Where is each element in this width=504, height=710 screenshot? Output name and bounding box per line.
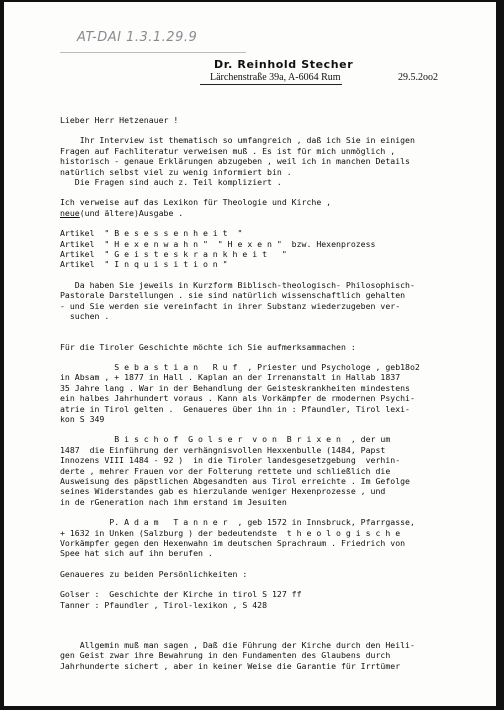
para9-line: Jahrhunderte sichert , aber in keiner Weise die Garantie für Irrtümer: [60, 660, 401, 671]
article-line: Artikel " B e s e s s e n h e i t ": [60, 228, 243, 239]
para1-line: Ihr Interview ist thematisch so umfangreich , daß ich Sie in einigen: [60, 135, 415, 146]
para7-line: P. A d a m T a n n e r , geb 1572 in Innsbruck, Pfarrgasse,: [60, 517, 415, 528]
para4-line: Für die Tiroler Geschichte möchte ich Sie aufmerksammachen :: [60, 341, 356, 352]
para5-line: ein halbes Jahrhundert voraus . Kann als Vorkämpfer de rmodernen Psychi-: [60, 393, 415, 404]
sender-name: Dr. Reinhold Stecher: [214, 58, 354, 71]
article-line: Artikel " I n q u i s i t i o n ": [60, 259, 228, 270]
greeting: Lieber Herr Hetzenauer !: [60, 115, 179, 125]
handwritten-underline: [60, 52, 246, 53]
para6-line: 1487 die Einführung der verhängnisvollen Hexxenbulle (1484, Papst: [60, 444, 386, 455]
letter-body: [60, 115, 490, 671]
para6-line: seines Widerstandes gab es hierzulande weniger Hexenprozesse , und: [60, 486, 386, 497]
article-line: Artikel " H e x e n w a h n " " H e x e n " bzw. Hexenprozess: [60, 238, 376, 249]
para6-line: B i s c h o f G o l s e r v o n B r i x e n , der um: [60, 434, 391, 445]
letter-page: [4, 2, 496, 706]
underlined-word: neue: [60, 207, 80, 218]
reference-line: Golser : Geschichte der Kirche in tirol S 127 ff: [60, 589, 302, 600]
reference-line: Tanner : Pfaundler , Tirol-lexikon , S 428: [60, 599, 268, 610]
para1-line: Die Fragen sind auch z. Teil kompliziert .: [60, 177, 282, 188]
handwritten-archive-reference: AT-DAI 1.3.1.29.9: [77, 30, 198, 45]
para7-line: Vorkämpfer gegen den Hexenwahn im deutschen Sprachraum . Friedrich von: [60, 538, 406, 548]
para5-line: in Absam , + 1877 in Hall . Kaplan an der Irrenanstalt in Hallab 1837: [60, 372, 401, 383]
para1-line: natürlich selbst viel zu wenig informiert bin .: [60, 166, 292, 177]
para7-line: Spee hat sich auf ihn berufen .: [60, 548, 213, 559]
letterhead-rule: [200, 84, 342, 85]
para5-line: 35 Jahre lang . War in der Behandlung der Geisteskrankheiten mindestens: [60, 382, 410, 393]
para1-line: historisch - genaue Erklärungen abzugeben , weil ich in manchen Details: [60, 156, 410, 167]
para5-line: kon S 349: [60, 413, 105, 424]
para1-line: Fragen auf Fachliteratur verweisen muß . Es ist für mich unmöglich ,: [60, 145, 396, 156]
para9-line: Allgemin muß man sagen , Daß die Führung der Kirche durch den Heili-: [60, 640, 415, 651]
para7-line: + 1632 in Unken (Salzburg ) der bedeutendste t h e o l o g i s c h e: [60, 527, 401, 538]
para3-line: Pastorale Darstellungen . sie sind natürlich wissenschaftlich gehalten: [60, 290, 406, 301]
para8-line: Genaueres zu beiden Persönlichkeiten :: [60, 568, 248, 579]
para3-line: Da haben Sie jeweils in Kurzform Biblisch-theologisch- Philosophisch-: [60, 279, 415, 290]
para9-line: gen Geist zwar ihre Bewahrung in den Fundamenten des Glaubens durch: [60, 650, 391, 661]
para5-line: atrie in Tirol gelten . Genaueres über ihn in : Pfaundler, Tirol lexi-: [60, 403, 410, 414]
para6-line: in de rGeneration nach ihm erstand im Jesuiten: [60, 496, 287, 507]
para3-line: suchen .: [60, 311, 110, 322]
para2-line: [60, 208, 490, 218]
para3-line: - und Sie werden sie vereinfacht in ihrer Substanz wiederzugeben ver-: [60, 300, 401, 311]
para6-line: Innozens VIII 1484 - 92 ) in die Tiroler landesgesetzgebung verhin-: [60, 455, 401, 466]
para6-line: Ausweisung des päpstlichen Abgesandten aus Tirol erreichte . Im Gefolge: [60, 475, 410, 486]
sender-address: Lärchenstraße 39a, A-6064 Rum: [210, 72, 341, 83]
para5-line: S e b a s t i a n R u f , Priester und Psychologe , geb18o2: [60, 361, 420, 372]
para6-line: derte , mehrer Frauen vor der Folterung rettete und schließlich die: [60, 465, 391, 476]
para2-rest: (und ältere)Ausgabe .: [79, 207, 184, 218]
letter-date: 29.5.2oo2: [398, 72, 438, 83]
article-line: Artikel " G e i s t e s k r a n k h e i t ": [60, 249, 287, 260]
para2-line: Ich verweise auf das Lexikon für Theologie und Kirche ,: [60, 197, 332, 208]
